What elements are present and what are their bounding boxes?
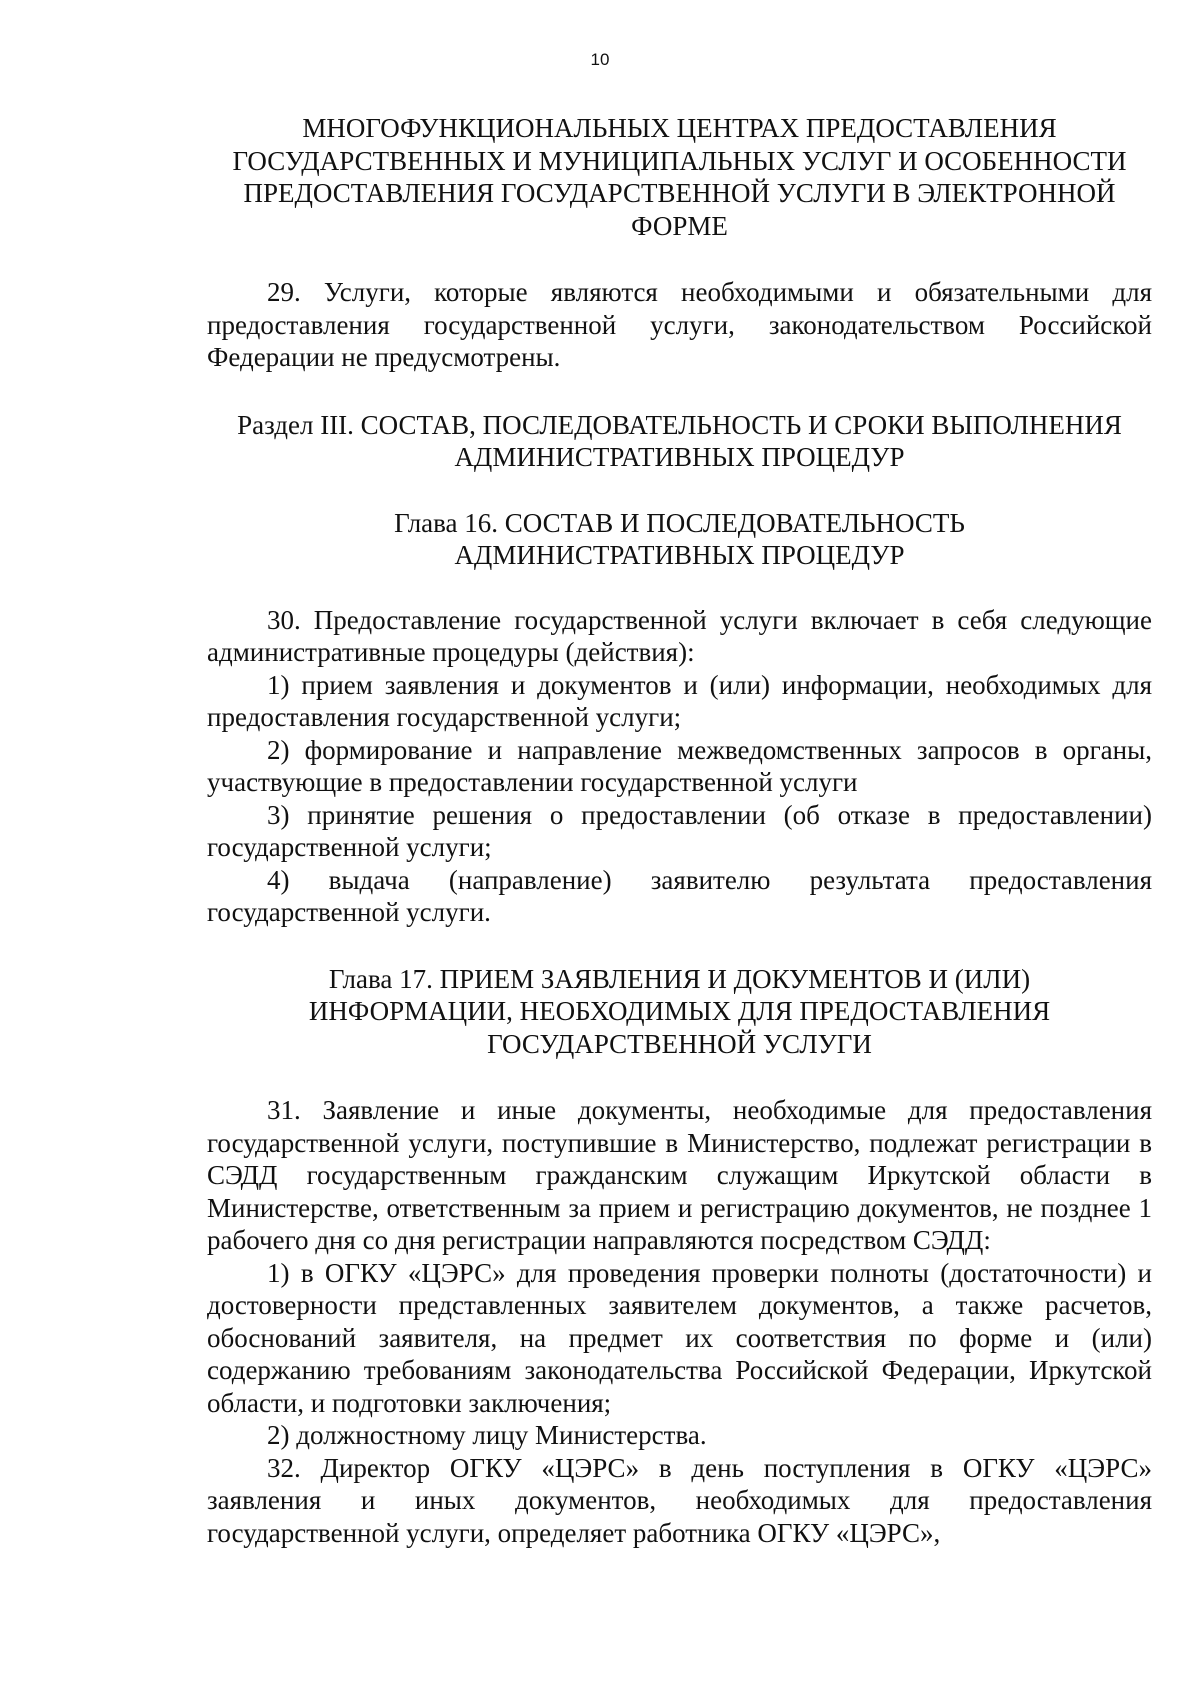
heading-line: ИНФОРМАЦИИ, НЕОБХОДИМЫХ ДЛЯ ПРЕДОСТАВЛЕНИЯ — [308, 996, 1051, 1026]
paragraph-30: 30. Предоставление государственной услуги включает в себя следующие административные процедуры (действия): — [207, 604, 1152, 667]
section-3-heading — [207, 409, 1152, 474]
heading-mfc-electronic-form — [207, 112, 1152, 242]
chapter-17-heading — [207, 963, 1152, 1061]
list-item: 1) в ОГКУ «ЦЭРС» для проведения проверки полноты (достаточности) и достоверности представленных заявителем документов, а также расчетов, обоснований заявителя, на предмет их соответствия по форме и (или) содержанию требованиям законодательства Российской Федерации, Иркутской области, и подготовки заключения; — [207, 1257, 1152, 1418]
heading-line: ПРЕДОСТАВЛЕНИЯ ГОСУДАРСТВЕННОЙ УСЛУГИ В ЭЛЕКТРОННОЙ — [243, 178, 1116, 208]
list-item: 2) формирование и направление межведомственных запросов в органы, участвующие в предоставлении государственной услуги — [207, 734, 1152, 797]
heading-line: Раздел III. СОСТАВ, ПОСЛЕДОВАТЕЛЬНОСТЬ И СРОКИ ВЫПОЛНЕНИЯ — [237, 409, 1122, 440]
heading-line: МНОГОФУНКЦИОНАЛЬНЫХ ЦЕНТРАХ ПРЕДОСТАВЛЕНИЯ — [302, 113, 1057, 143]
heading-line: АДМИНИСТРАТИВНЫХ ПРОЦЕДУР — [454, 540, 905, 570]
list-item: 3) принятие решения о предоставлении (об отказе в предоставлении) государственной услуги; — [207, 799, 1152, 862]
heading-line: ФОРМЕ — [631, 210, 728, 241]
paragraph-32: 32. Директор ОГКУ «ЦЭРС» в день поступления в ОГКУ «ЦЭРС» заявления и иных документов, необходимых для предоставления государственной услуги, определяет работника ОГКУ «ЦЭРС», — [207, 1452, 1152, 1548]
list-item: 1) прием заявления и документов и (или) информации, необходимых для предоставления государственной услуги; — [207, 669, 1152, 732]
document-body — [207, 112, 1152, 1549]
paragraph-29: 29. Услуги, которые являются необходимыми и обязательными для предоставления государственной услуги, законодательством Российской Федерации не предусмотрены. — [207, 277, 1152, 372]
chapter-16-heading — [207, 507, 1152, 572]
paragraph-31: 31. Заявление и иные документы, необходимые для предоставления государственной услуги, поступившие в Министерство, подлежат регистрации в СЭДД государственным гражданским служащим Иркутской области в Министерстве, ответственным за прием и регистрацию документов, не позднее 1 рабочего дня со дня регистрации направляются посредством СЭДД: — [207, 1095, 1152, 1255]
heading-line: Глава 17. ПРИЕМ ЗАЯВЛЕНИЯ И ДОКУМЕНТОВ И (ИЛИ) — [328, 963, 1031, 994]
page-number: 10 — [590, 50, 610, 69]
heading-line: ГОСУДАРСТВЕННЫХ И МУНИЦИПАЛЬНЫХ УСЛУГ И ОСОБЕННОСТИ — [232, 145, 1127, 176]
list-item: 4) выдача (направление) заявителю результата предоставления государственной услуги. — [207, 864, 1152, 927]
heading-line: Глава 16. СОСТАВ И ПОСЛЕДОВАТЕЛЬНОСТЬ — [394, 507, 965, 538]
list-item: 2) должностному лицу Министерства. — [267, 1420, 707, 1450]
heading-line: АДМИНИСТРАТИВНЫХ ПРОЦЕДУР — [454, 442, 905, 472]
heading-line: ГОСУДАРСТВЕННОЙ УСЛУГИ — [487, 1028, 872, 1059]
